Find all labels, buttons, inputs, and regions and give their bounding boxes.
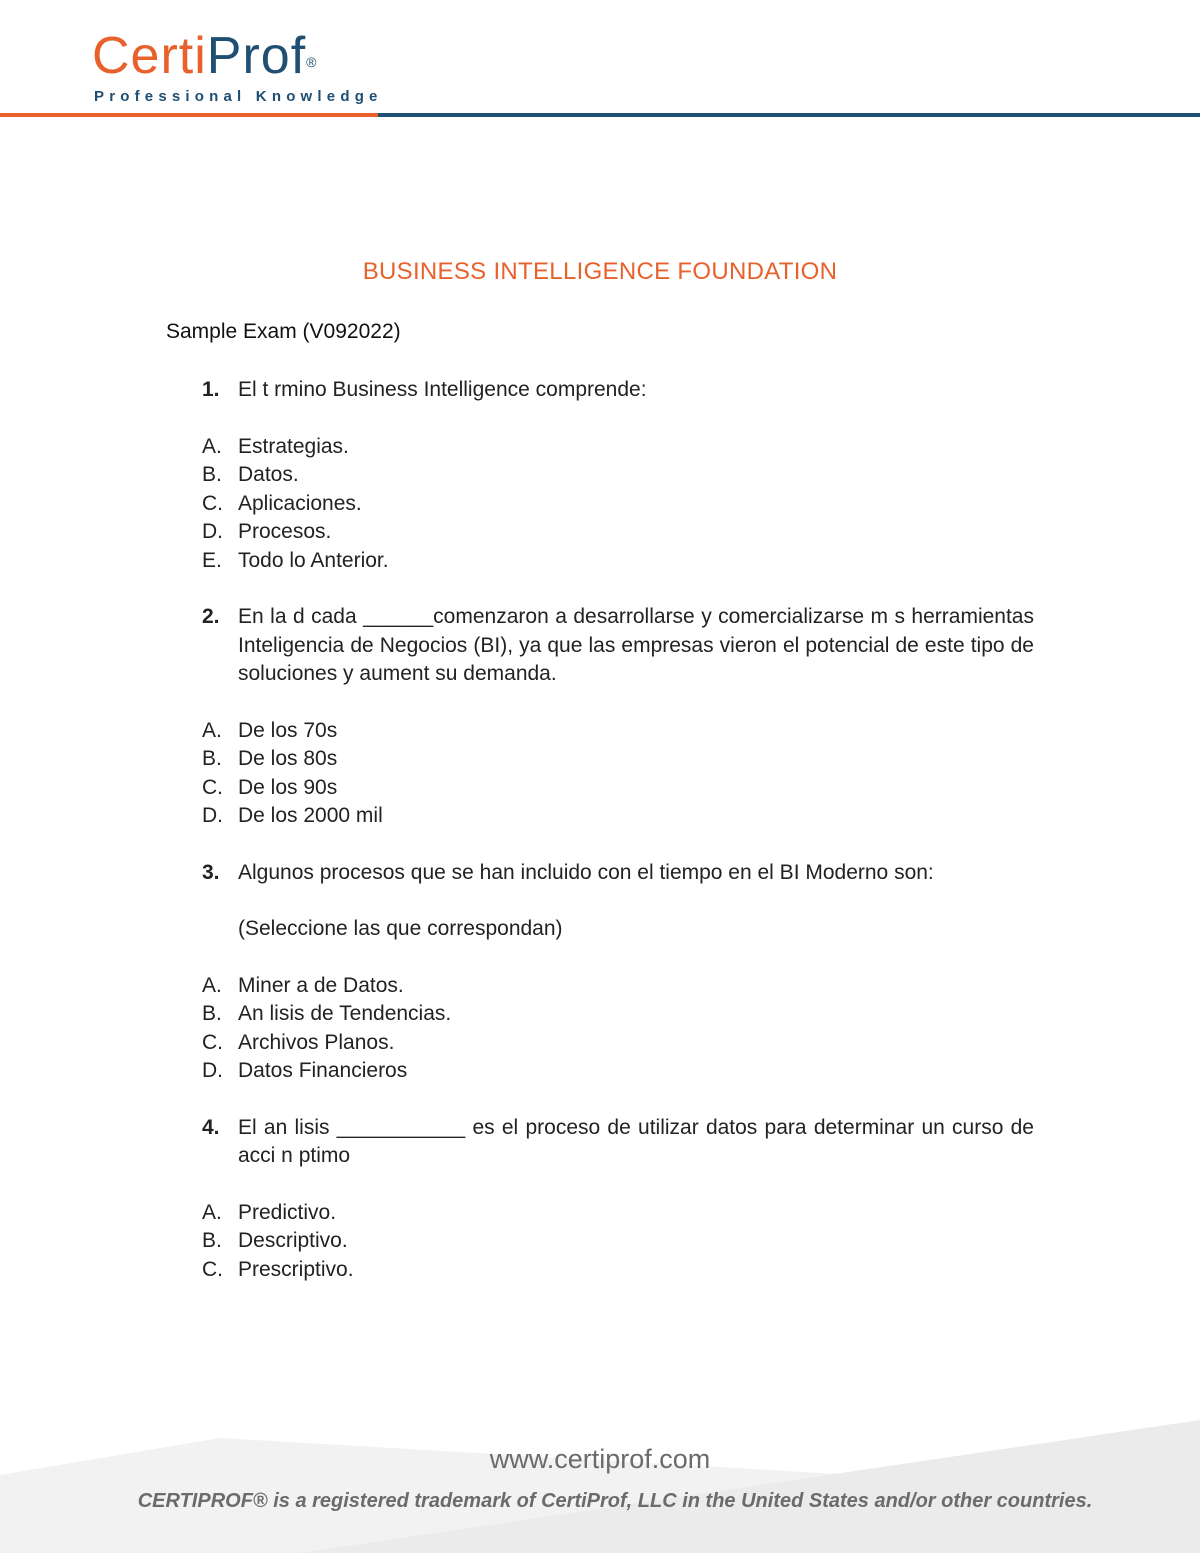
option-b	[166, 1000, 1034, 1029]
option-text: De los 80s	[238, 747, 338, 770]
option-a	[166, 717, 1034, 746]
option-text: Datos Financieros	[238, 1059, 408, 1082]
page-footer	[0, 1400, 1200, 1553]
option-c	[166, 774, 1034, 803]
option-text: Descriptivo.	[238, 1229, 348, 1252]
question-text: El t rmino Business Intelligence comprende:	[238, 378, 647, 401]
question-2-options	[166, 717, 1034, 831]
option-text: An lisis de Tendencias.	[238, 1002, 452, 1025]
question-text: Algunos procesos que se han incluido con el tiempo en el BI Moderno son:	[238, 860, 934, 884]
option-text: Datos.	[238, 463, 299, 486]
option-a	[166, 972, 1034, 1001]
option-e	[166, 547, 1034, 576]
option-text: Prescriptivo.	[238, 1257, 354, 1281]
logo-certi: Certi	[92, 27, 207, 85]
question-number: 4.	[202, 1115, 220, 1139]
option-letter: B.	[202, 463, 222, 486]
question-4	[166, 1114, 1034, 1171]
option-letter: C.	[202, 1030, 223, 1054]
option-letter: B.	[202, 1002, 222, 1025]
logo-wordmark	[92, 27, 383, 85]
question-2	[166, 603, 1034, 689]
option-b	[166, 745, 1034, 774]
option-text: Procesos.	[238, 520, 332, 543]
option-text: De los 90s	[238, 775, 338, 799]
logo-prof: Prof	[206, 27, 307, 85]
exam-version: Sample Exam (V092022)	[166, 320, 401, 343]
option-letter: A.	[202, 718, 222, 742]
option-text: Todo lo Anterior.	[238, 548, 389, 572]
question-number: 3.	[202, 860, 220, 884]
header-rule-orange	[0, 113, 378, 117]
option-letter: B.	[202, 747, 222, 770]
option-d	[166, 802, 1034, 831]
certiprof-logo	[92, 27, 383, 105]
question-1	[166, 376, 1034, 405]
logo-registered-mark: ®	[306, 54, 318, 70]
option-a	[166, 1199, 1034, 1228]
option-text: Aplicaciones.	[238, 491, 362, 515]
option-letter: A.	[202, 973, 222, 997]
website-url: www.certiprof.com	[489, 1444, 711, 1474]
question-number: 1.	[202, 378, 220, 401]
question-number: 2.	[202, 605, 220, 628]
option-letter: A.	[202, 1200, 222, 1224]
question-1-options	[166, 433, 1034, 576]
option-c	[166, 1256, 1034, 1285]
option-b	[166, 1227, 1034, 1256]
option-letter: D.	[202, 520, 223, 543]
option-text: Miner a de Datos.	[238, 973, 404, 997]
option-text: Estrategias.	[238, 434, 349, 458]
option-letter: D.	[202, 804, 223, 827]
option-text: De los 2000 mil	[238, 804, 383, 827]
question-text: En la d cada ______comenzaron a desarrollarse y comercializarse m s herramientas Inteligencia de Negocios (BI), ya que las empresas vieron el potencial de este tipo de soluciones y aument su demanda.	[238, 605, 1034, 685]
header-rule-blue	[378, 113, 1200, 117]
logo-tagline: Professional Knowledge	[94, 88, 383, 105]
option-d	[166, 1057, 1034, 1086]
option-letter: B.	[202, 1229, 222, 1252]
option-text: De los 70s	[238, 718, 338, 742]
question-3-instruction: (Seleccione las que correspondan)	[238, 917, 563, 940]
option-c	[166, 490, 1034, 519]
question-3-options	[166, 972, 1034, 1086]
option-letter: A.	[202, 434, 222, 458]
option-d	[166, 518, 1034, 547]
trademark-notice: CERTIPROF® is a registered trademark of CertiProf, LLC in the United States and/or other countries.	[137, 1490, 1093, 1512]
option-letter: E.	[202, 548, 222, 572]
question-4-options	[166, 1199, 1034, 1285]
page-header	[0, 0, 1200, 120]
document-title: BUSINESS INTELLIGENCE FOUNDATION	[362, 258, 838, 285]
option-b	[166, 461, 1034, 490]
option-letter: C.	[202, 1257, 223, 1281]
option-letter: C.	[202, 775, 223, 799]
footer-background-shape	[0, 1400, 1200, 1553]
option-text: Predictivo.	[238, 1200, 337, 1224]
exam-questions	[166, 376, 1034, 1312]
option-text: Archivos Planos.	[238, 1030, 395, 1054]
option-a	[166, 433, 1034, 462]
option-c	[166, 1029, 1034, 1058]
option-letter: C.	[202, 491, 223, 515]
question-3	[166, 859, 1034, 888]
question-text: El an lisis ___________ es el proceso de utilizar datos para determinar un curso de acci n ptimo	[238, 1115, 1034, 1167]
option-letter: D.	[202, 1059, 223, 1082]
